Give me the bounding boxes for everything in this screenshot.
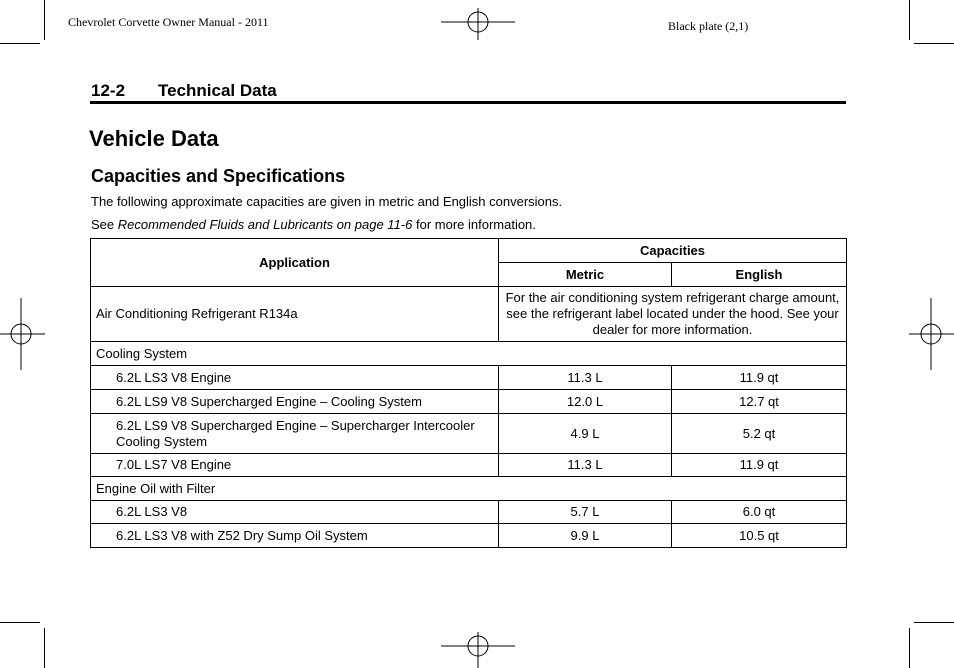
row-metric: 4.9 L	[499, 414, 672, 454]
table-row	[91, 414, 847, 454]
section-title: Technical Data	[158, 81, 277, 100]
row-metric: 5.7 L	[499, 501, 672, 524]
section-number: 12-2	[91, 81, 126, 100]
row-note: For the air conditioning system refrigerant charge amount, see the refrigerant label located under the hood. See your dealer for more information.	[499, 287, 847, 342]
plate-label: Black plate (2,1)	[668, 19, 749, 33]
table-row	[91, 501, 847, 524]
capacities-table	[90, 238, 847, 548]
table-row	[91, 524, 847, 548]
section-rule	[90, 101, 846, 104]
table-row	[91, 366, 847, 390]
row-metric: 12.0 L	[499, 390, 672, 414]
table-row	[91, 287, 847, 342]
row-metric: 9.9 L	[499, 524, 672, 548]
group-row	[91, 342, 847, 366]
row-label: Air Conditioning Refrigerant R134a	[91, 287, 499, 342]
row-english: 11.9 qt	[672, 366, 847, 390]
row-english: 10.5 qt	[672, 524, 847, 548]
row-label: 6.2L LS3 V8 with Z52 Dry Sump Oil System	[91, 524, 499, 548]
see-reference: See Recommended Fluids and Lubricants on page 11-6 for more information.	[91, 217, 536, 232]
manual-title: Chevrolet Corvette Owner Manual - 2011	[68, 15, 269, 29]
row-english: 11.9 qt	[672, 454, 847, 477]
row-label: 6.2L LS9 V8 Supercharged Engine – Cooling System	[91, 390, 499, 414]
col-english: English	[672, 263, 847, 287]
row-label: 6.2L LS9 V8 Supercharged Engine – Supercharger Intercooler Cooling System	[91, 414, 499, 454]
row-metric: 11.3 L	[499, 454, 672, 477]
col-application: Application	[91, 239, 499, 287]
col-capacities: Capacities	[499, 239, 847, 263]
section-header	[91, 81, 277, 101]
row-english: 12.7 qt	[672, 390, 847, 414]
row-label: 6.2L LS3 V8 Engine	[91, 366, 499, 390]
row-english: 6.0 qt	[672, 501, 847, 524]
registration-mark-bottom	[441, 632, 515, 668]
group-label: Cooling System	[91, 342, 847, 366]
registration-mark-left	[0, 298, 45, 370]
subsection-title: Capacities and Specifications	[91, 166, 346, 186]
row-metric: 11.3 L	[499, 366, 672, 390]
registration-mark-right	[909, 298, 954, 370]
registration-mark-top	[441, 8, 515, 40]
row-label: 6.2L LS3 V8	[91, 501, 499, 524]
table-row	[91, 390, 847, 414]
group-label: Engine Oil with Filter	[91, 477, 847, 501]
row-label: 7.0L LS7 V8 Engine	[91, 454, 499, 477]
intro-text: The following approximate capacities are given in metric and English conversions.	[91, 194, 563, 209]
table-row	[91, 454, 847, 477]
row-english: 5.2 qt	[672, 414, 847, 454]
page-title: Vehicle Data	[89, 126, 219, 151]
col-metric: Metric	[499, 263, 672, 287]
cross-reference-link[interactable]: Recommended Fluids and Lubricants on page 11-6	[117, 217, 413, 232]
group-row	[91, 477, 847, 501]
